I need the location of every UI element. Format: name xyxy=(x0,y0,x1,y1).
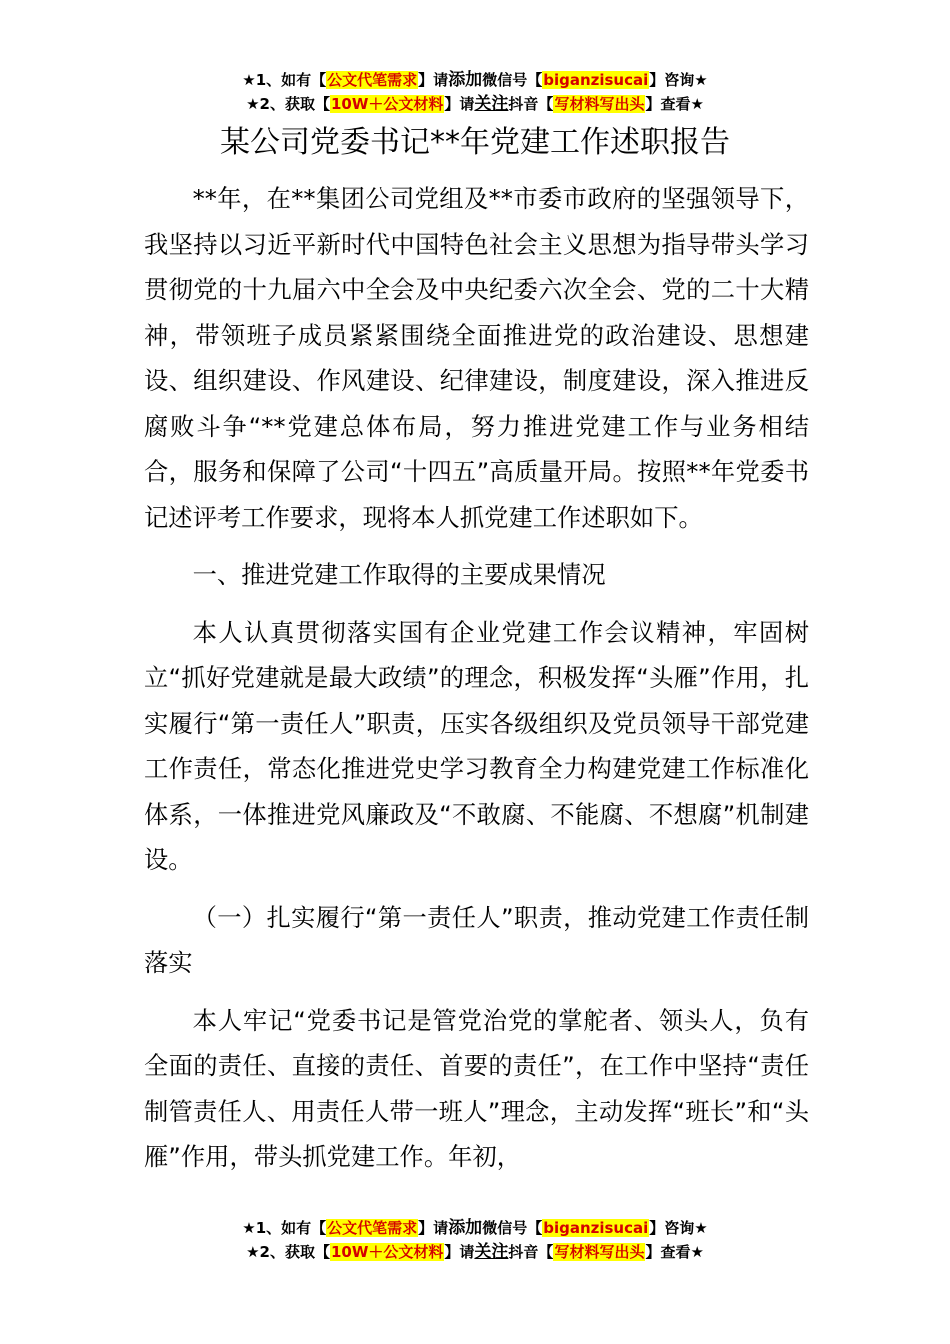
promo-text: ★2、获取【 xyxy=(246,95,330,113)
document-body xyxy=(144,176,809,1192)
promo-text: 】请 xyxy=(444,1243,475,1261)
promo-highlight: 10W＋公文材料 xyxy=(330,95,444,113)
subsection-heading-1: （一）扎实履行“第一责任人”职责，推动党建工作责任制落实 xyxy=(144,902,809,977)
section-heading-1: 一、推进党建工作取得的主要成果情况 xyxy=(192,560,606,589)
body-paragraph-intro: **年，在**集团公司党组及**市委市政府的坚强领导下，我坚持以习近平新时代中国特色社会主义思想为指导带头学习贯彻党的十九届六中全会及中央纪委六次全会、党的二十大精神，带领班子成员紧紧围绕全面推进党的政治建设、思想建设、组织建设、作风建设、纪律建设，制度建设，深入推进反腐败斗争“**党建总体布局，努力推进党建工作与业务相结合，服务和保障了公司“十四五”高质量开局。按照**年党委书记述评考工作要求，现将本人抓党建工作述职如下。 xyxy=(144,184,809,532)
promo-text: 微信号【 xyxy=(482,1219,543,1237)
promo-text: 】查看★ xyxy=(645,95,704,113)
promo-text: 】请 xyxy=(418,1219,449,1237)
promo-text: ★1、如有【 xyxy=(242,71,327,89)
promo-wechat-id: biganzisucai xyxy=(543,1219,649,1237)
promo-emphasis: 关注 xyxy=(474,94,509,114)
promo-douyin-id: 写材料写出头 xyxy=(554,95,645,113)
promo-text: 】请 xyxy=(418,71,449,89)
body-paragraph: 本人牢记“党委书记是管党治党的掌舵者、领头人，负有全面的责任、直接的责任、首要的责任”，在工作中坚持“责任制管责任人、用责任人带一班人”理念，主动发挥“班长”和“头雁”作用，带头抓党建工作。年初， xyxy=(144,1005,809,1171)
promo-line-1 xyxy=(0,68,950,92)
promo-text: ★2、获取【 xyxy=(246,1243,330,1261)
promo-line-1 xyxy=(0,1216,950,1240)
promo-highlight: 公文代笔需求 xyxy=(327,71,418,89)
promo-text: 抖音【 xyxy=(508,1243,554,1261)
promo-text: 抖音【 xyxy=(508,95,554,113)
promo-emphasis: 添加 xyxy=(448,70,483,90)
promo-line-2 xyxy=(0,1240,950,1264)
promo-emphasis: 关注 xyxy=(474,1242,509,1262)
promo-text: 】咨询★ xyxy=(649,71,708,89)
body-paragraph: 本人认真贯彻落实国有企业党建工作会议精神，牢固树立“抓好党建就是最大政绩”的理念，积极发挥“头雁”作用，扎实履行“第一责任人”职责，压实各级组织及党员领导干部党建工作责任，常态化推进党史学习教育全力构建党建工作标准化体系，一体推进党风廉政及“不敢腐、不能腐、不想腐”机制建设。 xyxy=(144,617,809,874)
promo-text: 】咨询★ xyxy=(649,1219,708,1237)
promo-text: ★1、如有【 xyxy=(242,1219,327,1237)
promo-highlight: 10W＋公文材料 xyxy=(330,1243,444,1261)
promo-emphasis: 添加 xyxy=(448,1218,483,1238)
promo-text: 】查看★ xyxy=(645,1243,704,1261)
promo-douyin-id: 写材料写出头 xyxy=(554,1243,645,1261)
header-promo-banner xyxy=(0,68,950,116)
promo-text: 微信号【 xyxy=(482,71,543,89)
promo-wechat-id: biganzisucai xyxy=(543,71,649,89)
promo-line-2 xyxy=(0,92,950,116)
document-title: 某公司党委书记**年党建工作述职报告 xyxy=(220,125,730,160)
footer-promo-banner xyxy=(0,1216,950,1264)
promo-highlight: 公文代笔需求 xyxy=(327,1219,418,1237)
promo-text: 】请 xyxy=(444,95,475,113)
